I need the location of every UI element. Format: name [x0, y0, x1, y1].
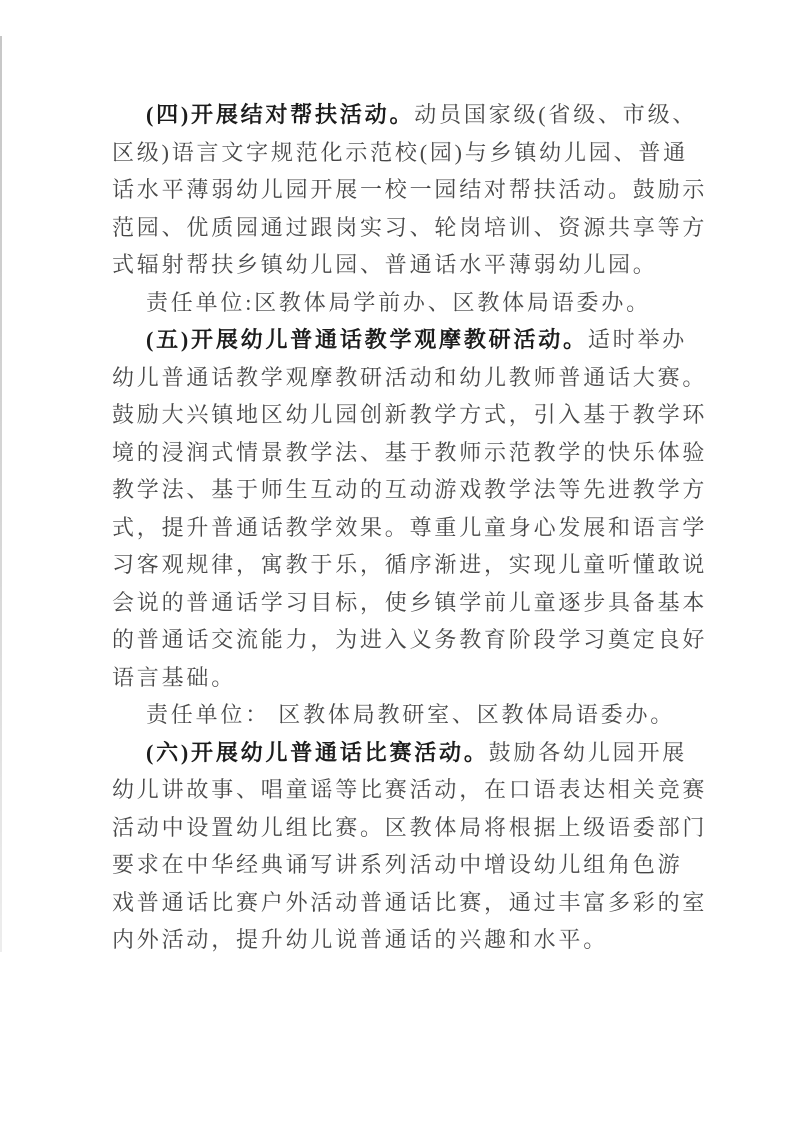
body-text: 幼儿普通话教学观摩教研活动和幼儿教师普通话大赛。 — [112, 364, 708, 390]
body-text: 习客观规律，寓教于乐，循序渐进，实现儿童听懂敢说 — [112, 552, 708, 577]
body-text: 鼓励各幼儿园开展 — [488, 739, 688, 765]
body-text: 的普通话交流能力，为进入义务教育阶段学习奠定良好 — [112, 627, 708, 652]
text-line — [112, 546, 712, 584]
body-text: 区级)语言文字规范化示范校(园)与乡镇幼儿园、普通 — [112, 139, 688, 165]
text-line — [112, 809, 712, 847]
text-line — [112, 659, 712, 697]
body-text: 语言基础。 — [112, 664, 237, 690]
body-text: 式辐射帮扶乡镇幼儿园、普通话水平薄弱幼儿园。 — [112, 252, 658, 277]
paragraph-first-line — [112, 734, 712, 772]
text-line — [112, 696, 712, 734]
text-line — [112, 359, 712, 397]
body-text: 适时举办 — [587, 327, 688, 352]
text-line — [112, 771, 712, 809]
body-text: 式，提升普通话教学效果。尊重儿童身心发展和语言学 — [112, 514, 708, 540]
body-text: 范园、优质园通过跟岗实习、轮岗培训、资源共享等方 — [112, 214, 708, 240]
section-heading: (五)开展幼儿普通话教学观摩教研活动。 — [146, 327, 588, 352]
section-heading: (四)开展结对帮扶活动。 — [146, 102, 415, 127]
text-line — [112, 621, 712, 659]
body-text: 境的浸润式情景教学法、基于教师示范教学的快乐体验 — [112, 439, 708, 465]
section-heading: (六)开展幼儿普通话比赛活动。 — [146, 739, 489, 765]
text-line — [112, 434, 712, 472]
text-line — [112, 396, 712, 434]
text-line — [112, 509, 712, 547]
body-text: 教学法、基于师生互动的互动游戏教学法等先进教学方 — [112, 477, 708, 502]
text-line — [112, 921, 712, 959]
body-text: 幼儿讲故事、唱童谣等比赛活动，在口语表达相关竞赛 — [112, 777, 708, 802]
text-line — [112, 471, 712, 509]
text-line — [112, 846, 712, 884]
document-body — [112, 96, 712, 959]
body-text: 动员国家级(省级、市级、 — [414, 102, 698, 127]
text-line — [112, 884, 712, 922]
paragraph-first-line — [112, 321, 712, 359]
text-line — [112, 171, 712, 209]
text-line — [112, 284, 712, 322]
paragraph-first-line — [112, 96, 712, 134]
scanned-page-edge — [0, 36, 2, 952]
body-text: 责任单位:区教体局学前办、区教体局语委办。 — [146, 289, 651, 315]
body-text: 要求在中华经典诵写讲系列活动中增设幼儿组角色游 — [112, 852, 683, 877]
text-line — [112, 584, 712, 622]
body-text: 责任单位： 区教体局教研室、区教体局语委办。 — [146, 702, 676, 727]
text-line — [112, 209, 712, 247]
text-line — [112, 246, 712, 284]
body-text: 鼓励大兴镇地区幼儿园创新教学方式，引入基于教学环 — [112, 402, 708, 427]
body-text: 话水平薄弱幼儿园开展一校一园结对帮扶活动。鼓励示 — [112, 177, 708, 202]
body-text: 会说的普通话学习目标，使乡镇学前儿童逐步具备基本 — [112, 589, 708, 615]
body-text: 内外活动，提升幼儿说普通话的兴趣和水平。 — [112, 927, 609, 952]
body-text: 活动中设置幼儿组比赛。区教体局将根据上级语委部门 — [112, 814, 708, 840]
text-line — [112, 134, 712, 172]
body-text: 戏普通话比赛户外活动普通话比赛，通过丰富多彩的室 — [112, 889, 708, 915]
